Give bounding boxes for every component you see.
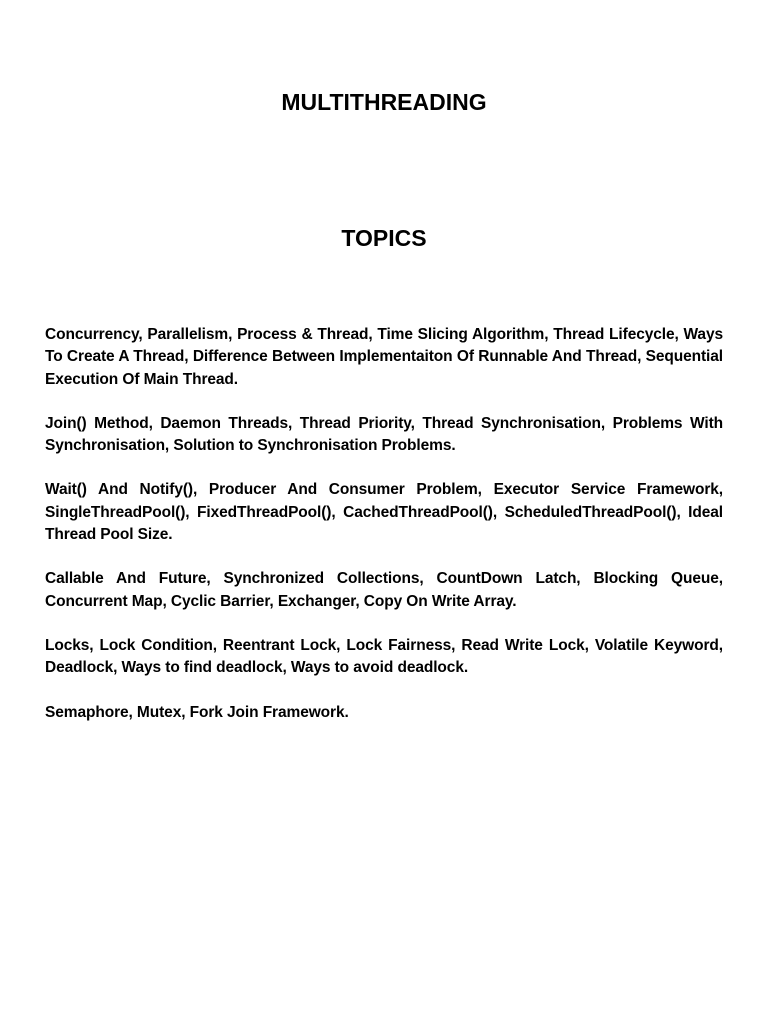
- topic-paragraph: Callable And Future, Synchronized Collections, CountDown Latch, Blocking Queue, Concurrent Map, Cyclic Barrier, Exchanger, Copy On Write Array.: [45, 570, 723, 610]
- topic-paragraph: Locks, Lock Condition, Reentrant Lock, Lock Fairness, Read Write Lock, Volatile Keyword, Deadlock, Ways to find deadlock, Ways to avoid deadlock.: [45, 636, 723, 677]
- topic-paragraph: Join() Method, Daemon Threads, Thread Priority, Thread Synchronisation, Problems With Synchronisation, Solution to Synchronisation Problems.: [45, 414, 723, 455]
- topic-paragraph: Concurrency, Parallelism, Process & Thread, Time Slicing Algorithm, Thread Lifecycle, Ways To Create A Thread, Difference Between Implementaiton Of Runnable And Thread, Sequential Execution Of Main Thread.: [45, 326, 723, 388]
- topics-heading: TOPICS: [341, 225, 427, 251]
- topic-paragraph: Semaphore, Mutex, Fork Join Framework.: [45, 703, 349, 721]
- topic-paragraph: Wait() And Notify(), Producer And Consumer Problem, Executor Service Framework, SingleThreadPool(), FixedThreadPool(), CachedThreadPool(), ScheduledThreadPool(), Ideal Thread Pool Size.: [45, 481, 723, 544]
- document-title: MULTITHREADING: [281, 89, 487, 115]
- topics-list: [45, 324, 723, 746]
